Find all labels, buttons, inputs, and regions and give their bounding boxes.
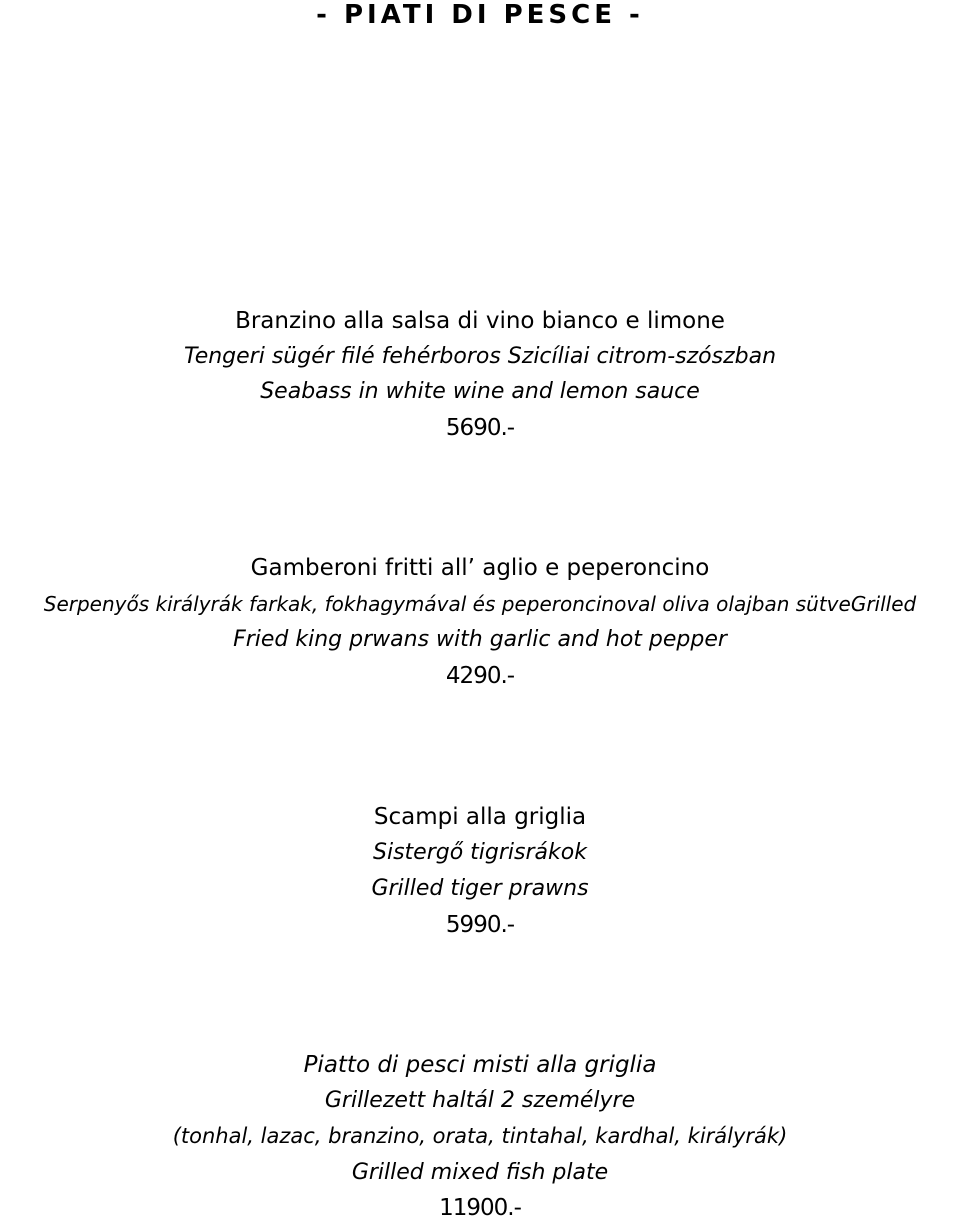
dish-price: 11900.- (439, 1195, 521, 1221)
dish-description-hungarian: Serpenyős királyrák farkak, fokhagymával és peperoncinoval oliva olajban sütveGrilled (43, 592, 917, 616)
dish-price: 5690.- (445, 415, 515, 441)
dish-name: Gamberoni fritti all’ aglio e peperoncino (250, 555, 710, 581)
dish-description-hungarian: Grillezett haltál 2 személyre (324, 1088, 636, 1113)
dish-name: Scampi alla griglia (373, 804, 587, 830)
dish-description-hungarian: Sistergő tigrisrákok (373, 840, 587, 865)
dish-name: Branzino alla salsa di vino bianco e limone (235, 308, 725, 334)
dish-description-english: Grilled mixed fish plate (351, 1160, 609, 1185)
section-title: - PIATI DI PESCE - (316, 0, 644, 30)
dish-description-english: Fried king prwans with garlic and hot pepper (233, 627, 727, 652)
dish-price: 5990.- (445, 912, 515, 938)
dish-description-hungarian: Tengeri sügér filé fehérboros Szicíliai citrom-szószban (183, 344, 777, 369)
dish-description-english: Seabass in white wine and lemon sauce (260, 379, 700, 404)
dish-description-english: Grilled tiger prawns (371, 876, 589, 901)
dish-description-extra: (tonhal, lazac, branzino, orata, tintahal, kardhal, királyrák) (172, 1124, 788, 1148)
dish-name: Piatto di pesci misti alla griglia (303, 1052, 657, 1078)
dish-price: 4290.- (445, 663, 515, 689)
